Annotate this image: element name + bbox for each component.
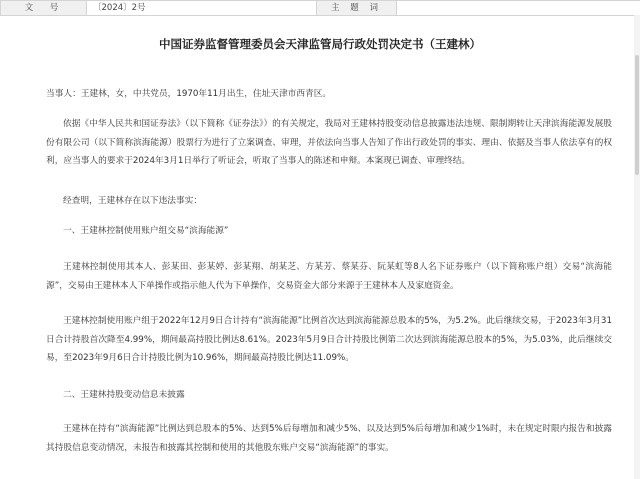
document-meta-table: [0, 0, 640, 16]
party-paragraph: 当事人：王建林，女，中共党员，1970年11月出生，住址天津市西青区。: [46, 89, 332, 99]
document-title: 中国证券监督管理委员会天津监管局行政处罚决定书（王建林）: [159, 37, 481, 51]
doc-number-value: 〔2024〕2号: [87, 1, 317, 16]
meta-row: [1, 1, 640, 16]
basis-paragraph: 依据《中华人民共和国证券法》（以下简称《证券法》）的有关规定，我局对王建林持股变动信息披露违法违规、限制期转让天津滨海能源发展股份有限公司（以下简称滨海能源）股票行为进行了立案调查、审理，并依法向当事人告知了作出行政处罚的事实、理由、依据及当事人依法享有的权利，应当事人的要求于2024年3月1日举行了听证会，听取了当事人的陈述和申辩。本案现已调查、审理终结。: [46, 119, 612, 166]
findings-intro-paragraph: 经查明，王建林存在以下违法事实：: [63, 196, 202, 206]
page-scrollbar[interactable]: [634, 15, 640, 479]
section-one-heading: 一、王建林控制使用账户组交易“滨海能源”: [63, 226, 229, 236]
doc-number-label: 文 号: [1, 1, 87, 16]
section-two-heading: 二、王建林持股变动信息未披露: [63, 390, 185, 400]
disclosure-paragraph: 王建林在持有“滨海能源”比例达到总股本的5%、达到5%后每增加和减少5%、以及达到5%后每增加和减少1%时，未在规定时限内报告和披露其持股信息变动情况，未报告和披露其控制和使用的其他股东账户交易“滨海能源”的事实。: [46, 424, 612, 453]
subject-value: [397, 1, 640, 16]
subject-label: 主 题 词: [317, 1, 397, 16]
account-control-paragraph: 王建林控制使用其本人、彭某田、彭某婷、彭某翔、胡某芝、方某芳、蔡某芬、阮某虹等8人名下证券账户（以下简称账户组）交易“滨海能源”，交易由王建林本人下单操作或指示他人代为下单操作，交易资金大部分来源于王建林本人及家庭资金。: [46, 262, 612, 291]
scrollbar-thumb[interactable]: [635, 55, 639, 175]
holding-ratio-paragraph: 王建林控制使用账户组于2022年12月9日合计持有“滨海能源”比例首次达到滨海能源总股本的5%，为5.2%。此后继续交易，于2023年3月31日合计持股首次降至4.99%，期间最高持股比例达8.61%。2023年5月9日合计持股比例第二次达到滨海能源总股本的5%，为5.03%，此后继续交易，至2023年9月6日合计持股比例为10.96%，期间最高持股比例达11.09%。: [46, 316, 612, 363]
